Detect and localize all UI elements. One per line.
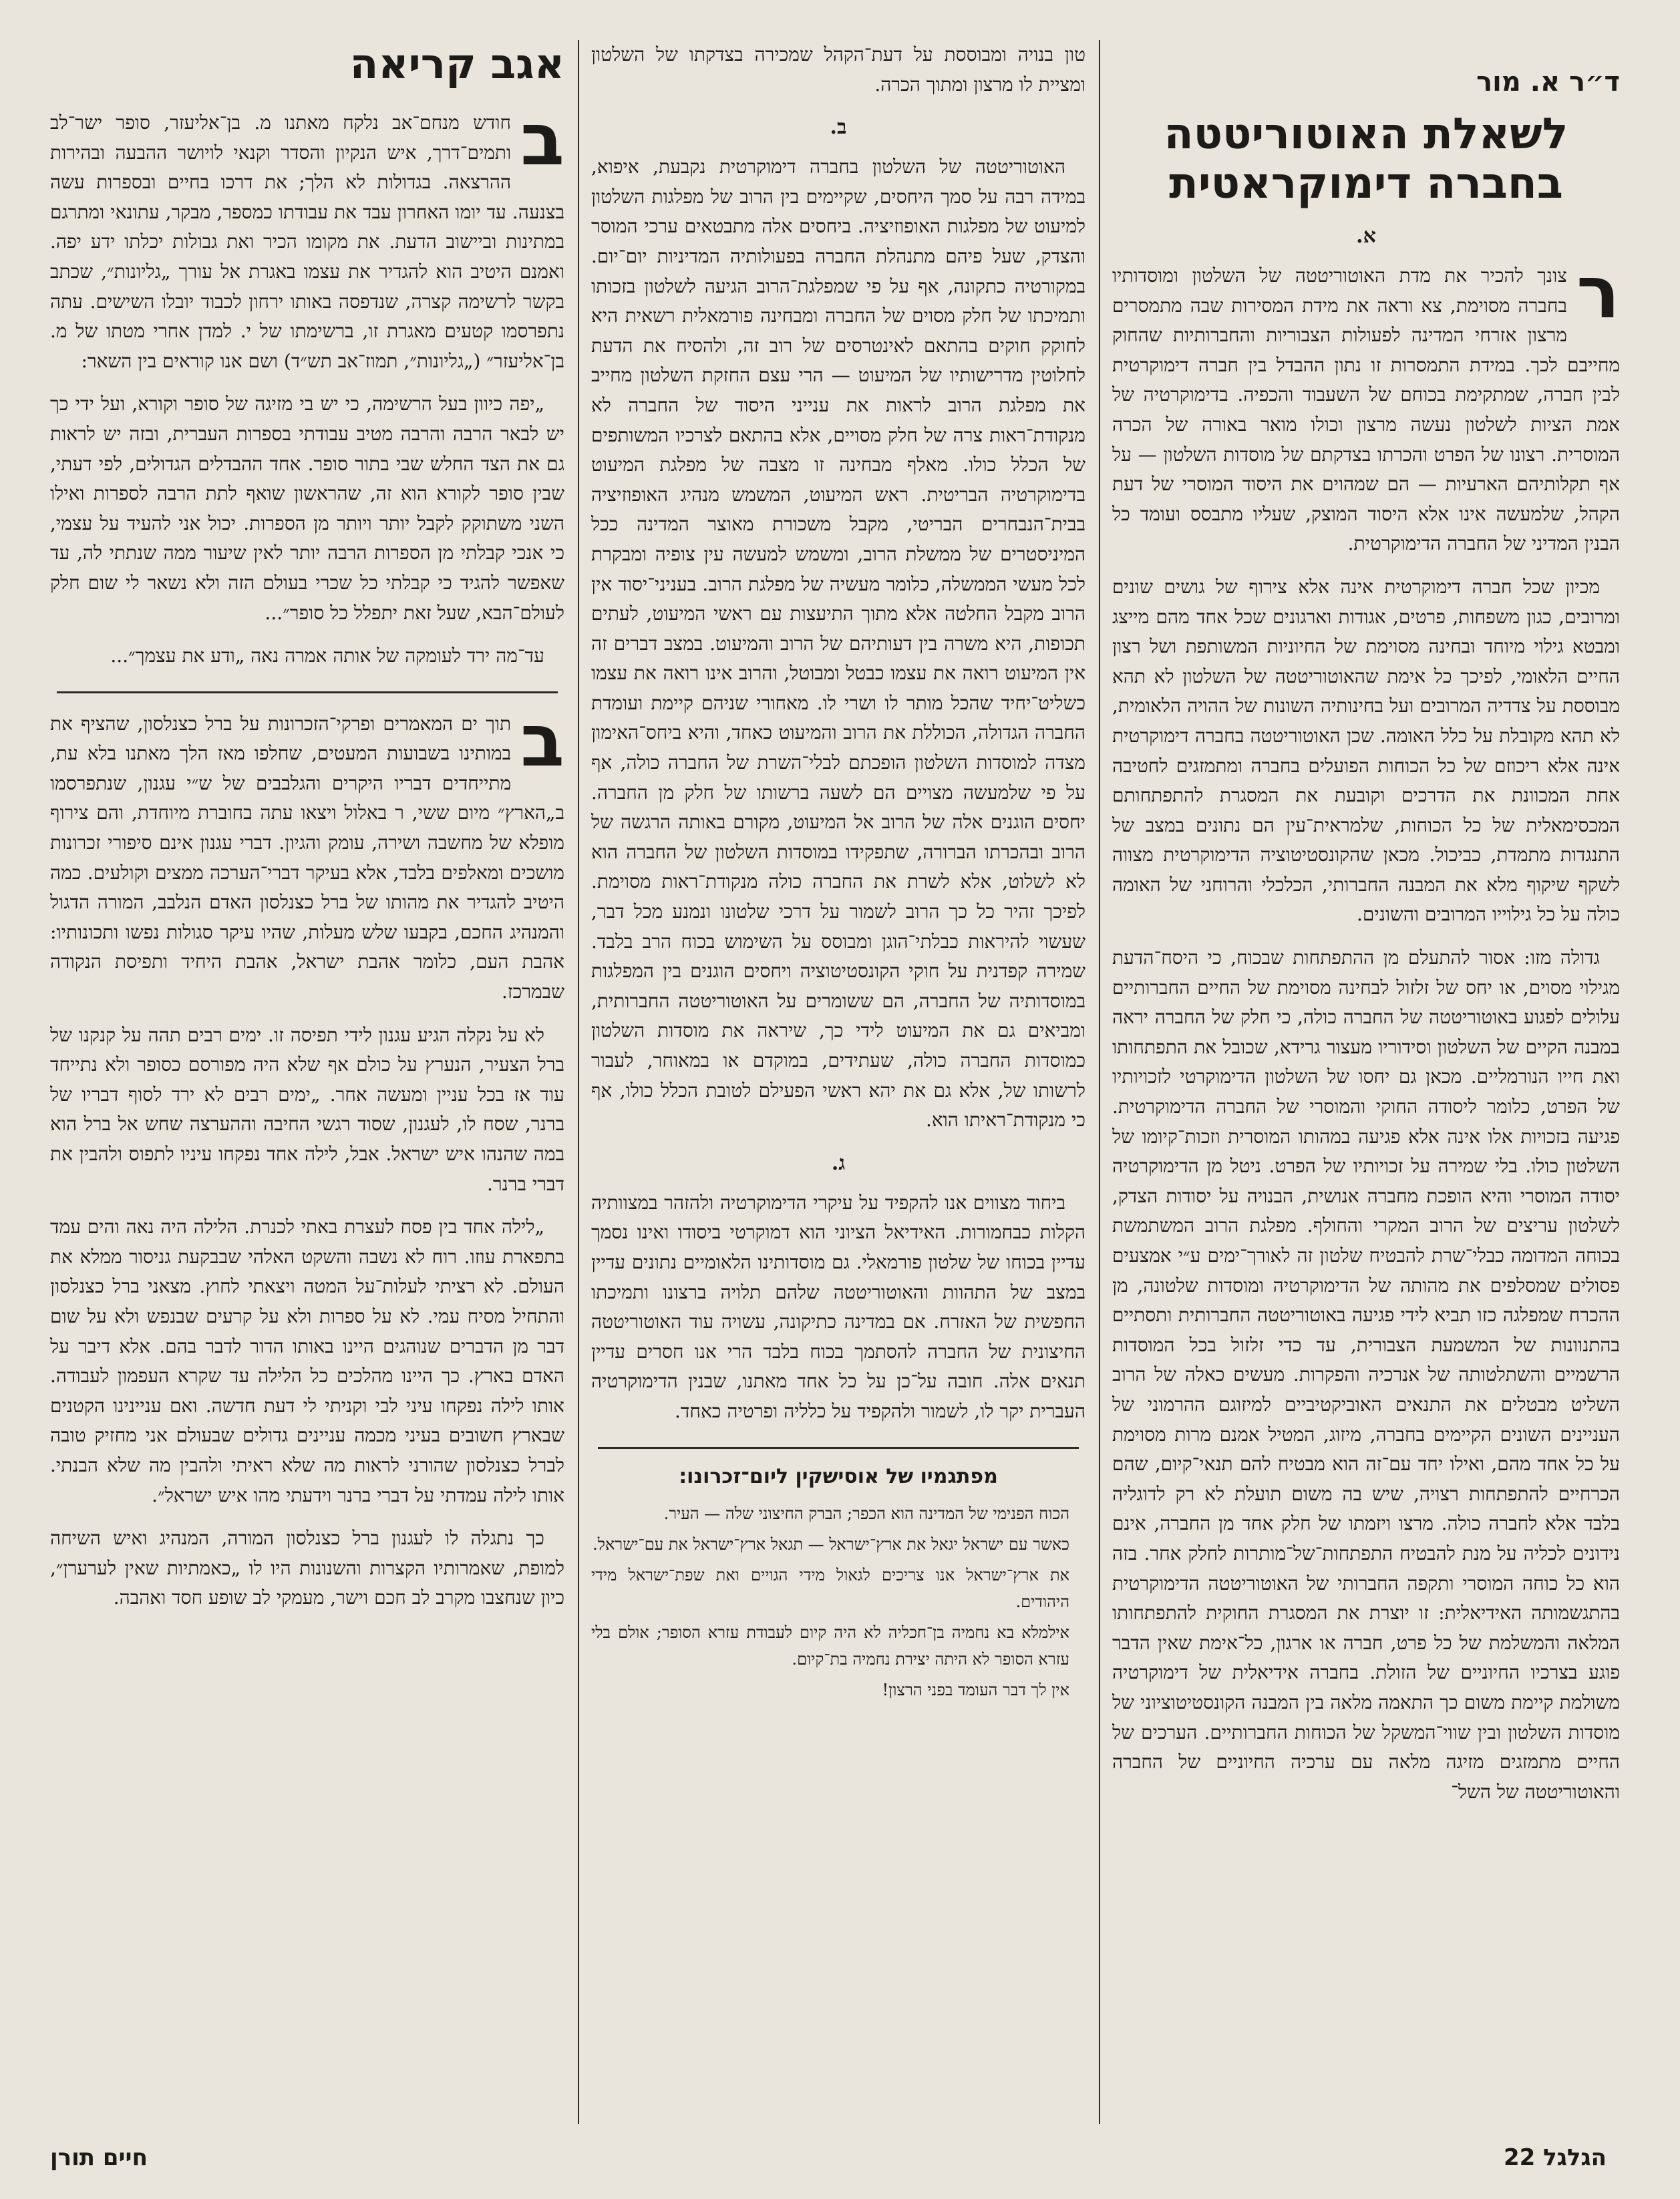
horizontal-rule (598, 1447, 1079, 1449)
article-paragraph: ב חודש מנחם־אב נלקח מאתנו מ. בן־אליעזר, סופר ישר־לב ותמים־דרך, איש הנקיון והסדר וקנאי לויושר ההבעה ובהירות ההרצאה. בגדולות לא הלך; את דרכו בחיים ובספרות עשה בצנעה. עד יומו האחרון עבד את עבודתו כמספר, מבקר, עתונאי ומתרגם במתינות וביישוב הדעת. את מקומו הכיר ואת גבולות יכלתו ידע יפה. ואמנם היטיב הוא להגדיר את עצמו באגרת אל עורך „גליונות״, שכתב בקשר לרשימה קצרה, שנדפסה באותו ירחון לכבוד יובלו השישים. עתה נתפרסמו קטעים מאגרת זו, ברשימתו של י. למדן אחרי מטתו של מ. בן־אליעזר״ („גליונות״, תמוז־אב תש״ד) ושם אנו קוראים בין השאר: (50, 98, 564, 372)
quote-line: הכוח הפנימי של המדינה הוא הכפר; הברק החיצוני שלה — העיר. (663, 1504, 1069, 1523)
quotes-box (591, 1465, 1085, 1703)
article-title: לשאלת האוטוריטטה בחברה דימוקראטית (1164, 110, 1568, 208)
section-heading-c: ג. (831, 1151, 846, 1175)
article-paragraph: לא על נקלה הגיע עגנון לידי תפיסה זו. ימים רבים תהה על קנקנו של ברל הצעיר, הנערץ על כולם אף שלא היה מפורסם כסופר ולא נתייחד עוד אז בכל עניין ומעשה אחר. „ימים רבים לא ירד לסוף דבריו של ברנר, שסח לו, לעגנון, שסוד רגשי החיבה וההערצה שחש אל ברל הוא במה שהנהו איש ישראל. אבל, לילה אחד נפקחו עיניו לתפוס ולהבין את דברי ברנר. (50, 1023, 564, 1195)
section-heading-b: ב. (830, 116, 847, 140)
article-author: ד״ר א. מור (1476, 67, 1620, 98)
article-paragraph: מכיון שכל חברה דימוקרטית אינה אלא צירוף של גושים שונים ומרובים, כגון משפחות, פרטים, אגודות וארגונים שכל אחד מהם מייצג ומבטא גילוי מיוחד ובחינה מסוימת של החיוניות המשותפת ושל רצון החיים הלאומי, לפיכך כל אימת שהאוטוריטטה של השלטון לא תהא מבוססת על צדדיה המרובים ועל בחינותיה השונות של ההויה הלאומית, לא תהא מקובלת על כלל האומה. שכן האוטוריטטה בחברה דימוקרטית אינה אלא ריכוזם של כל הכוחות הפועלים בחברה ומתמזגים לחטיבה אחת המכוונת את הדרכים וקובעת את המסגרת להתפתחותם המכסימאלית של כל הכוחות, שלמראית־עין הם נתונים במצב של התנגדות מתמדת, כביכול. מכאן שהקונסטיטוציה הדימוקרטית מצווה לשקף שיקוף מלא את המבנה החברותי, הכלכלי והרוחני של האומה כולה על כל גילוייו המרובים והשונים. (1112, 575, 1620, 926)
article-paragraph: כך נתגלה לו לעגנון ברל כצנלסון המורה, המנהיג ואיש השיחה למופת, שאמרותיו הקצרות והשנונות היו לו „כאמתיות שאין לערערן״, כיון שנחצבו מקרב לב חכם וישר, מעמקי לב שופע חסד ואהבה. (50, 1527, 564, 1609)
article-paragraph: טון בנויה ומבוססת על דעת־הקהל שמכירה בצדקתו של השלטון ומציית לו מרצון ומתוך הכרה. (591, 43, 1085, 96)
drop-cap: ב (520, 699, 564, 783)
drop-cap: ב (520, 98, 564, 182)
article-paragraph: ר צונך להכיר את מדת האוטוריטטה של השלטון ומוסדותיו בחברה מסוימת, צא וראה את מידת המסירות שבה מתמסרים מרצון אזרחי המדינה לפעולות הצבוריות והחברותיות שהחוק מחייבם לכך. במידת התמסרות זו נתון ההבדל בין חברה דימוקרטית לבין חברה, שמתקימת בכוחם של השעבוד והכפיה. בדימוקרטיה של אמת הציות לשלטון נעשה מרצון וכולו מואר באורה של הכרה המוסרית. רצונו של הפרט והכרתו בצדקתם של מוסדות השלטון — על אף תקלותיהם הארעיות — הם שמהוים את היסוד המוסרי של דעת הקהל, שלמעשה אינו אלא היסוד המוצק, שעליו מתבסס ועומד כל הבנין המדיני של החברה הדימוקרטית. (1112, 251, 1620, 555)
quotes-box-title: מפתגמיו של אוסישקין ליום־זכרונו: (679, 1464, 998, 1488)
section-heading-a: א. (1356, 224, 1376, 248)
magazine-name-page-number: הגלגל 22 (1503, 2144, 1607, 2171)
article-paragraph: ב תוך ים המאמרים ופרקי־הזכרונות על ברל כצנלסון, שהציף את במותינו בשבועות המעטים, שחלפו מאז הלך מאתנו בלא עת, מתייחדים דבריו היקרים והגלבבים של ש״י עגנון, שנתפרסמו ב„הארץ״ מיום ששי, ר באלול ויצאו עתה בחוברת מיוחדת, והם צירוף מופלא של מחשבה ושירה, עומק והגיון. דברי עגנון אינם סיפורי זכרונות מושכים ומאלפים בלבד, אלא בעיקר דברי־הערכה ממצים וקולעים. כמה היטיב להגדיר את מהותו של ברל כצנלסון האדם הנלבב, המורה הדגול והמנהיג החכם, בקבעו שלש מעלות, שהיו עיקר סגולות נפשו ותכונותיו: אהבת העם, כלומר אהבת ישראל, אהבת היחיד ותפיסת הנקודה שבמרכז. (50, 699, 564, 1003)
horizontal-rule (57, 691, 558, 693)
quote-paragraph: „יפה כיוון בעל הרשימה, כי יש בי מזיגה של סופר וקורא, ועל ידי כך יש לבאר הרבה והרבה מטיב עבודתי בספרות העברית, ובזה יש לראות גם את הצד החלש שבי בתור סופר. אחד ההבדלים הגדולים, לפי דעתי, שבין סופר לקורא הוא זה, שהראשון שואף לתת הרבה לספרות ואילו השני משתוקק לקבל יותר ויותר מן הספרות. יכול אני להעיד על עצמי, כי אנכי קבלתי מן הספרות הרבה יותר לאין שיעור ממה שנתתי לה, עד שאפשר להגיד כי קבלתי כל שכרי בעולם הזה ולא נשאר לי שום חלק לעולם־הבא, שעל זאת יתפלל כל סופר״... (50, 393, 564, 624)
article-paragraph: האוטוריטטה של השלטון בחברה דימוקרטית נקבעת, איפוא, במידה רבה על סמך היחסים, שקיימים בין הרוב של מפלגות השלטון למיעוט של מפלגות האופוזיציה. ביחסים אלה מתבטאים ערכי המוסר והצדק, שעל פיהם מתנהלת החברה בפעולותיה המדיניות יום־יום. במקורטיה כתקונה, אף על פי שמפלגת־הרוב הגיעה לשלטון בזכותו ותמיכתו של חלק מסוים של החברה ומבחינה פורמאלית רשאית היא לחוקק חוקים בהתאם לאינטרסים של רוב זה, ולהסיח את הדעת לחלוטין מדרישותיו של המיעוט — הרי עצם החזקת השלטון מחייב את מפלגת הרוב לראות את ענייני היסוד של החברה לא מנקודת־ראות צרה של חלק מסויים, אלא בהתאם לצרכיו המשותפים של הכלל כולו. מאלף מבחינה זו מצבה של מפלגת המיעוט בדימוקרטיה הבריטית. ראש המיעוט, המשמש מנהיג האופוזיציה בבית־הנבחרים הבריטי, מקבל משכורת מאוצר המדינה ככל המיניסטרים של ממשלת הרוב, ומשמש למעשה עין צופיה ומבקרת לכל מעשי הממשלה, כלומר מעשיה של מפלגת הרוב. בעניני־יסוד אין הרוב מקבל החלטה אלא מתוך התיעצות עם ראשי המיעוט, לעתים תכופות, היא משרה בין דעותיהם של הרוב והמיעוט. במצב דברים זה אין המיעוט רואה את עצמו כבטל ומבוטל, והרוב אינו רואה את עצמו כשליט־יחיד שהכל מותר לו ושרי לו. מאחורי שניהם קיימת ועומדת החברה הגדולה, הכוללת את הרוב והמיעוט כאחד, והיא ביחס־האימון מצדה למוסדות השלטון הופכתם לבלי־השרת של החברה כולה, אף על פי שלמעשה מצויים הם לשעה ברשותו של חלק מן החברה. יחסים הוגנים אלה של הרוב אל המיעוט, מקורם באותה הרגשה של הרוב ובהכרתו הברורה, שתפקידו במוסדות השלטון של החברה הוא לא לשלוט, אלא לשרת את החברה כולה מנקודת־ראות מסוימת. לפיכך זהיר כל כך הרוב לשמור על דרכי שלטונו ונמנע מכל דבר, שעשוי להיראות כבלתי־הוגן ומבוסס על השימוש בכוח הרב בלבד. שמירה קפדנית על חוקי הקונסטיטוציה ויחסים הוגנים בין המפלגות במוסדותיה של החברה, הם ששומרים על האוטוריטטה החברותית, ומביאים גם את המיעוט לידי כך, שיראה את מוסדות השלטון כמוסדות החברה כולה, שעתידים, במוקדם או במאוחר, לעבור לרשותו של, אלא גם את יהא ראשי הפעילם לטובת הכלל כולו, אף כי מנקודת־ראיתו הוא. (591, 156, 1085, 1132)
quote-line: אין לך דבר העומד בפני הרצון! (882, 1680, 1069, 1699)
article-paragraph: גדולה מזו: אסור להתעלם מן ההתפתחות שבכוח, כי היסח־הדעת מגילוי מסוים, או יחס של זלזול לבחינה מסוימת של החיים החברותיים עלולים לפגוע באוטוריטטה של החברה כולה, כי חלק של החברה יראה במבנה הקיים של השלטון וסידוריו מעצור גרידא, שכובל את התפתחותו ואת חייו הנורמליים. מכאן גם יחסו של השלטון הדימוקרטי לזכויותיו של הפרט, כלומר ליסודה החוקי והמוסרי של החברה הדימוקרטית. פגיעה בזכויות אלו אינה אלא פגיעה במהותו המוסרית וזכות־קיומו של השלטון כולו. בלי שמירה על זכויותיו של הפרט. ניטל מן הדימוקרטיה יסודה המוסרי והיא הופכת מחברה אנושית, הבנויה על יסודות הצדק, לשלטון עריצים של הרוב המקרי והחולף. מפלגת הרוב המשתמשת בכוחה המדומה כבלי־שרת להבטיח שלטון זה לאורך־ימים ע״י אמצעים פסולים שמסלפים את מהותה של הדימוקרטיה ומוסדות שלטונה, מן ההכרח שמפלגה כזו תביא לידי פגיעה באוטוריטטה החברותית ותסתיים בהתנוונות של המשמעת הצבורית, עד כדי זלזול בכל המוסדות הרשמיים והשתלטותה של אנרכיה והפקרות. מעשים כאלה של הרוב השליט מבטלים את התנאים האוביקטיביים למיזוגם ההרמוני של העניינים השונים הקיימים בחברה, מיזוג, המטיל אמנם מרות מסוימת על כל אחד מהם, ואילו יחד עם־זה הוא מבטיח להם תנאי־קיום, שהם הכרחיים להתפתחות רצויה, שיש בה משום תועלת לא רק לדוגליה בלבד אלא לחברה כולה. מרצו ויזמתו של חלק אחד מן החברה, אינם נידונים לכליה על מנת להבטיח התפתחות־של־מותרות לחלק אחר. בזה הוא כל כוחה המוסרי ותקפה החברותי של האוטוריטטה הדימוקרטית בהתגשמותה האידיאלית: זו יוצרת את המסגרת החוקית להתפתחותו המלאה והמשלמת של כל פרט, חברה או ארגון, כל־אימת שאין הדבר פוגע בצרכיו החיוניים של הזולת. בחברה אידיאלית של דימוקרטיה משולמת קיימת משום כך התאמה מלאה בין המבנה הקונסטיטוציוני של מוסדות השלטון ובין שווי־המשקל של הכוחות החברותיים. הערכים של החיים מתמזגים מזיגה מלאה עם ערכיה החיוניים של החברה והאוטוריטטה של השל־ (1112, 947, 1620, 1803)
article-paragraph: „לילה אחד בין פסח לעצרת באתי לכנרת. הלילה היה נאה והים עמד בתפארת עוזו. רוח לא נשבה והשקט האלהי שבבקעת גניסור ממלא את העולם. לא רציתי לעלות־על המטה ויצאתי לחוץ. מצאני ברל כצנלסון והתחיל מסיח עמי. לא על ספרות ולא על קרעים שבנפש ולא על שום דבר מן הדברים שנוהגים היינו באותו הדור לדבר בהם. אלא דיבר על האדם בארץ. כך היינו מהלכים כל הלילה עד שקרא העפמון לעבודה. אותו לילה נפקחו עיני לבי וקניתי לי דעת חדשה. ואם עניינינו הקטנים שבארץ חשובים בעיני מכמה עניינים גדולים שבעולם אני מחזיק טובה לברל כצנלסון שהורני לראות מה שלא ראיתי ולהבין מה שלא הבנתי. אותו לילה עמדתי על דברי ברנר וידעתי מהו איש ישראל״. (50, 1216, 564, 1506)
quote-line: כאשר עם ישראל יגאל את ארץ־ישראל — תגאל ארץ־ישראל את עם־ישראל. (593, 1534, 1069, 1554)
article-column-right (1112, 40, 1620, 2121)
quote-line: את ארץ־ישראל אנו צריכים לגאול מידי הגויים ואת שפת־ישראל מידי היהודים. (591, 1565, 1069, 1611)
column-divider (1099, 40, 1100, 2124)
column-divider (578, 40, 579, 2124)
column-title: אגב קריאה (349, 40, 564, 88)
quote-paragraph: עד־מה ירד לעומקה של אותה אמרה נאה „ודע את עצמך״... (110, 645, 544, 667)
quote-line: אילמלא בא נחמיה בן־חכליה לא היה קיום לעבודת עזרא הסופר; אולם בלי עזרא הסופר לא היתה יצירת נחמיה בת־קיום. (591, 1623, 1069, 1669)
byline: חיים תורן (50, 2144, 148, 2171)
article-column-middle (591, 40, 1085, 2121)
drop-cap: ר (1576, 251, 1620, 335)
article-column-left (50, 40, 564, 2121)
article-paragraph: ביחוד מצווים אנו להקפיד על עיקרי הדימוקרטיה ולהזהר במצוותיה הקלות כבחמורות. האידיאל הציוני הוא דמוקרטי ביסודו ואינו נסמך עדיין בכוחו של שלטון פורמאלי. גם מוסדותינו הלאומיים נתונים עדיין במצב של התהוות והאוטוריטטה שלהם תלויה ברצונו ותמיכתו החפשית של האזרח. אם במדינה כתיקונה, עשויה עוד האוטוריטטה החיצונית של החברה להסתמך בכוח בלבד הרי אנו חסרים עדיין תנאים אלה. חובה על־כן על כל אחד מאתנו, שבנין הדימוקרטיה העברית יקר לו, לשמור ולהקפיד על כלליה ופרטיה כאחד. (591, 1191, 1085, 1422)
